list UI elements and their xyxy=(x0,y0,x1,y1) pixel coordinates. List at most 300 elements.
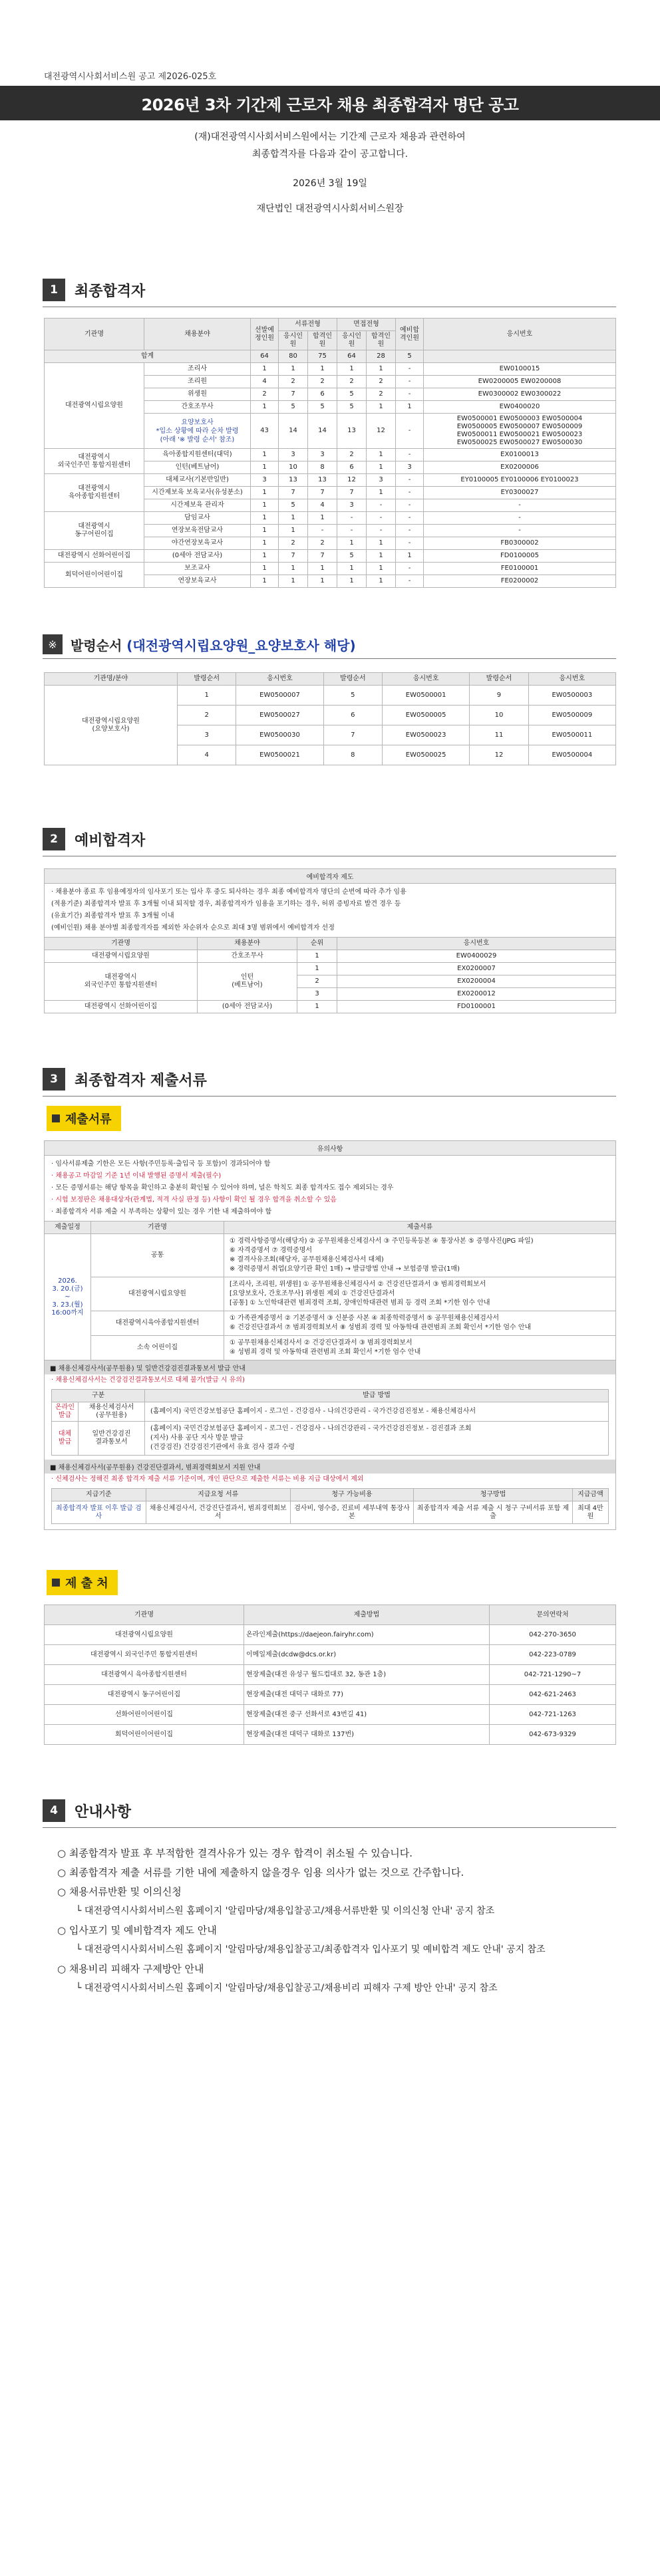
th-method: 제출방법 xyxy=(244,1605,490,1625)
order-cell: EW0500001 xyxy=(383,686,470,706)
precautions-box xyxy=(44,1140,616,1221)
org-cell: 대전광역시 육아종합지원센터 xyxy=(45,1665,244,1685)
ids-cell: - xyxy=(424,512,616,525)
type-cell: 대체 발급 xyxy=(52,1422,79,1456)
id-cell: EW0400029 xyxy=(337,950,616,963)
reserve-table xyxy=(44,937,616,1013)
count-cell: 1 xyxy=(251,363,279,376)
count-cell: 7 xyxy=(308,550,337,563)
contact-cell: 042-621-2463 xyxy=(490,1685,616,1705)
th-reserve: 예비합격인원 xyxy=(396,319,424,350)
th-org: 기관명 xyxy=(45,319,144,350)
count-cell: 1 xyxy=(367,461,396,474)
tag-label: 제출서류 xyxy=(65,1112,112,1126)
docs-cell: ① 가족관계증명서 ② 기본증명서 ③ 신분증 사본 ④ 최종학력증명서 ⑤ 공무원채용신체검사서 ⑥ 건강진단결과서 ⑦ 범죄경력회보서 ⑧ 성범죄 경력 및 아동학대 관련범죄 조회 확인서 *기한 엄수 안내 xyxy=(224,1311,616,1336)
order-cell: 4 xyxy=(178,745,236,765)
submission-docs-tag xyxy=(47,1106,121,1131)
docs-cell: ① 경력사항증명서(해당자) ② 공무원채용신체검사서 ③ 주민등록등본 ④ 통장사본 ⑤ 증명사진(JPG 파일) ⑥ 자격증명서 ⑦ 경력증명서 ※ 결격사유조회(해당자, 공무원채용신체검사서 대체) ※ 경력증명서 취업(요양기관 확인 1매) → 발급방법 안내 → 보험증명 발급(1매) xyxy=(224,1234,616,1277)
count-cell: 13 xyxy=(308,474,337,487)
th-org: 기관명 xyxy=(91,1222,224,1234)
th-period: 제출일정 xyxy=(45,1222,91,1234)
th-field: 채용분야 xyxy=(144,319,251,350)
method-cell: (홈페이지) 국민건강보험공단 홈페이지 - 로그인 - 건강검사 - 나의건강관리 - 국가건강검진정보 - 검진결과 조회 (지사) 사용 공단 지사 방문 발급 (건강검진) 건강검진기관에서 유효 검사 결과 수령 xyxy=(145,1422,609,1456)
count-cell: 1 xyxy=(367,550,396,563)
org-cell: 소속 어린이집 xyxy=(91,1336,224,1360)
guide-item: ○ 채용비리 피해자 구제방안 안내 xyxy=(57,1963,204,1975)
precaution-note: · 채용공고 마감일 기준 1년 이내 발행된 증명서 제출(필수) xyxy=(51,1172,222,1180)
guide-item: ○ 최종합격자 발표 후 부적합한 결격사유가 있는 경우 합격이 취소될 수 있습니다. xyxy=(57,1847,412,1859)
ids-cell: - xyxy=(424,499,616,512)
count-cell: 2 xyxy=(279,376,308,388)
order-header: 발령순서 xyxy=(178,673,236,686)
table-row xyxy=(45,449,616,461)
count-cell: 5 xyxy=(279,499,308,512)
subtype-cell: 채용신체검사서 (공무원용) xyxy=(79,1402,145,1422)
order-cell: 8 xyxy=(323,745,382,765)
support-cell: 최종합격자 제출 서류 제출 시 청구 구비서류 포함 제출 xyxy=(414,1501,573,1524)
health-check-title: ■ 채용신체검사서(공무원용) 및 일반건강검진결과통보서 발급 안내 xyxy=(45,1360,615,1374)
field-cell: 인턴(베트남어) xyxy=(144,461,251,474)
count-cell: 8 xyxy=(308,461,337,474)
count-cell: - xyxy=(396,449,424,461)
table-row xyxy=(45,1336,616,1360)
order-cell: 12 xyxy=(470,745,528,765)
count-cell: 3 xyxy=(367,474,396,487)
count-cell: 1 xyxy=(337,363,367,376)
total-label: 합계 xyxy=(45,350,251,363)
precaution-note: · 모든 증명서류는 해당 항목을 확인하고 충분히 확인될 수 있어야 하며, 널은 학칙도 최종 합격자도 접수 제외되는 경우 xyxy=(51,1184,394,1192)
support-cell: 최대 4만원 xyxy=(572,1501,608,1524)
th-doc-apply: 응시인원 xyxy=(279,331,308,350)
order-cell: EW0500025 xyxy=(383,745,470,765)
count-cell: 7 xyxy=(279,550,308,563)
final-passers-table xyxy=(44,318,616,588)
table-row xyxy=(45,1234,616,1277)
count-cell: 10 xyxy=(279,461,308,474)
org-cell: 대전광역시립요양원 xyxy=(45,1625,244,1645)
reserve-note: (예비인원) 채용 분야별 최종합격자를 제외한 차순위자 순으로 최대 3명 범위에서 예비합격자 선정 xyxy=(51,924,335,932)
th-iv-pass: 합격인원 xyxy=(367,331,396,350)
order-heading xyxy=(43,634,660,654)
section-1-heading xyxy=(43,277,660,303)
count-cell: 14 xyxy=(308,414,337,449)
method-cell: 현장제출(대전 중구 선화서로 43번길 41) xyxy=(244,1705,490,1725)
document-number: 대전광역시사회서비스원 공고 제2026-025호 xyxy=(44,72,217,82)
section-3-heading xyxy=(43,1067,660,1092)
guide-item: ○ 입사포기 및 예비합격자 제도 안내 xyxy=(57,1924,217,1936)
count-cell: - xyxy=(396,563,424,575)
count-cell: 1 xyxy=(367,449,396,461)
order-title xyxy=(71,635,356,654)
count-cell: - xyxy=(396,537,424,550)
th-contact: 문의연락처 xyxy=(490,1605,616,1625)
count-cell: 14 xyxy=(279,414,308,449)
org-cell: 대전광역시 동구어린이집 xyxy=(45,1685,244,1705)
order-header: 응시번호 xyxy=(528,673,615,686)
id-cell: EX0200004 xyxy=(337,975,616,988)
count-cell: 2 xyxy=(367,376,396,388)
rank-cell: 1 xyxy=(297,1001,337,1013)
count-cell: 1 xyxy=(251,525,279,537)
count-cell: 1 xyxy=(251,499,279,512)
order-cell: EW0500030 xyxy=(236,725,323,745)
section-title: 최종합격자 제출서류 xyxy=(75,1072,207,1089)
ids-cell: EW0500001 EW0500003 EW0500004 EW0500005 EW0500007 EW0500009 EW0500011 EW0500021 EW0500023 EW0500025 EW0500027 EW0500030 xyxy=(424,414,616,449)
total-plan: 64 xyxy=(251,350,279,363)
order-cell: EW0500005 xyxy=(383,706,470,725)
rank-cell: 1 xyxy=(297,963,337,975)
period-cell: 2026. 3. 20.(금) ~ 3. 23.(월) 16:00까지 xyxy=(45,1234,91,1360)
field-cell: 조리원 xyxy=(144,376,251,388)
table-row xyxy=(45,963,616,975)
th-plan: 선발예정인원 xyxy=(251,319,279,350)
rank-cell: 3 xyxy=(297,988,337,1001)
order-header: 발령순서 xyxy=(323,673,382,686)
count-cell: - xyxy=(396,363,424,376)
method-cell: (홈페이지) 국민건강보험공단 홈페이지 - 로그인 - 건강검사 - 나의건강관리 - 국가건강검진정보 - 채용신체검사서 xyxy=(145,1402,609,1422)
subtype-cell: 일반건강검진 결과통보서 xyxy=(79,1422,145,1456)
org-cell: 회덕어린이어린이집 xyxy=(45,1725,244,1745)
ids-cell: FE0100001 xyxy=(424,563,616,575)
order-header: 발령순서 xyxy=(470,673,528,686)
org-cell: 대전광역시육아종합지원센터 xyxy=(91,1311,224,1336)
health-check-table xyxy=(51,1389,609,1456)
type-cell: 온라인 발급 xyxy=(52,1402,79,1422)
table-row xyxy=(45,563,616,575)
field-cell: 담임교사 xyxy=(144,512,251,525)
order-cell: 7 xyxy=(323,725,382,745)
th-docs: 제출서류 xyxy=(224,1222,616,1234)
order-title-paren: (대전광역시립요양원_요양보호사 해당) xyxy=(126,637,356,654)
org-cell: 회덕어린이어린이집 xyxy=(45,563,144,588)
table-row xyxy=(45,1685,616,1705)
table-row xyxy=(45,1277,616,1311)
table-row xyxy=(45,1311,616,1336)
order-cell: EW0500027 xyxy=(236,706,323,725)
count-cell: 3 xyxy=(396,461,424,474)
th-doc-pass: 합격인원 xyxy=(308,331,337,350)
count-cell: 1 xyxy=(251,537,279,550)
count-cell: - xyxy=(396,388,424,401)
id-cell: FD0100001 xyxy=(337,1001,616,1013)
intro-line-2: 최종합격자를 다음과 같이 공고합니다. xyxy=(251,149,409,160)
table-row xyxy=(45,474,616,487)
order-cell: EW0500023 xyxy=(383,725,470,745)
section-number: 2 xyxy=(43,828,65,850)
contact-cell: 042-270-3650 xyxy=(490,1625,616,1645)
table-row xyxy=(45,686,616,706)
count-cell: - xyxy=(396,499,424,512)
tag-label: 제 출 처 xyxy=(65,1577,108,1591)
field-cell: 간호조무사 xyxy=(144,401,251,414)
support-note: · 신체검사는 정해진 최종 합격자 제출 서류 기준이며, 개인 판단으로 제출한 서류는 비용 지급 대상에서 제외 xyxy=(51,1476,364,1483)
total-doc-apply: 80 xyxy=(279,350,308,363)
table-row xyxy=(45,1665,616,1685)
table-row xyxy=(45,1725,616,1745)
section-4-heading xyxy=(43,1798,660,1823)
guide-list xyxy=(57,1844,660,1998)
org-cell: 대전광역시 외국인주민 통합지원센터 xyxy=(45,1645,244,1665)
section-number: 1 xyxy=(43,279,65,301)
th-type: 구분 xyxy=(52,1390,145,1402)
count-cell: - xyxy=(337,525,367,537)
count-cell: - xyxy=(337,512,367,525)
precautions-title: 유의사항 xyxy=(45,1141,615,1156)
count-cell: 2 xyxy=(337,376,367,388)
contact-cell: 042-721-1290~7 xyxy=(490,1665,616,1685)
rank-cell: 1 xyxy=(297,950,337,963)
intro-line-1: (재)대전광역시사회서비스원에서는 기간제 근로자 채용과 관련하여 xyxy=(194,132,466,142)
field-cell: 간호조무사 xyxy=(198,950,297,963)
method-cell: 온라인제출(https://daejeon.fairyhr.com) xyxy=(244,1625,490,1645)
count-cell: 1 xyxy=(367,575,396,588)
count-cell: 1 xyxy=(251,563,279,575)
total-ids xyxy=(424,350,616,363)
field-cell: 위생원 xyxy=(144,388,251,401)
guide-sub-item: └ 대전광역시사회서비스원 홈페이지 '알림마당/채용입찰공고/채용서류반환 및 이의신청 안내' 공지 참조 xyxy=(76,1906,495,1916)
support-table xyxy=(51,1488,609,1524)
reserve-system-title: 예비합격자 제도 xyxy=(45,869,615,884)
count-cell: 3 xyxy=(279,449,308,461)
order-cell: 2 xyxy=(178,706,236,725)
ids-cell: FD0100005 xyxy=(424,550,616,563)
org-cell: 대전광역시립요양원 (요양보호사) xyxy=(45,686,178,765)
field-cell: 시간제보육 보육교사(유성분소) xyxy=(144,487,251,499)
precaution-note: · 임사서류제출 기한은 모든 사항(주민등록·출입국 등 포함)이 경과되어야 함 xyxy=(51,1160,271,1168)
count-cell: 4 xyxy=(308,499,337,512)
table-row xyxy=(45,950,616,963)
reserve-note: · 채용분야 종료 후 임용예정자의 임사포기 또는 입사 후 중도 퇴사하는 경우 최종 예비합격자 명단의 순번에 따라 추가 임용 xyxy=(51,888,407,896)
submission-place-tag xyxy=(47,1570,118,1595)
total-iv-apply: 64 xyxy=(337,350,367,363)
order-cell: EW0500007 xyxy=(236,686,323,706)
field-cell: 연장보육전담교사 xyxy=(144,525,251,537)
th-doc: 서류전형 xyxy=(279,319,337,331)
org-cell: 대전광역시립요양원 xyxy=(91,1277,224,1311)
ids-cell: EW0300002 EW0300022 xyxy=(424,388,616,401)
count-cell: - xyxy=(396,376,424,388)
field-cell: (0세아 전담교사) xyxy=(198,1001,297,1013)
th-method: 발급 방법 xyxy=(145,1390,609,1402)
order-cell: 9 xyxy=(470,686,528,706)
field-cell: 조리사 xyxy=(144,363,251,376)
id-cell: EX0200007 xyxy=(337,963,616,975)
order-cell: 3 xyxy=(178,725,236,745)
support-header: 지급금액 xyxy=(572,1489,608,1501)
contact-cell: 042-673-9329 xyxy=(490,1725,616,1745)
square-icon xyxy=(52,1114,60,1122)
support-cell: 최종합격자 발표 이후 발급 검사 xyxy=(52,1501,146,1524)
health-check-box xyxy=(44,1360,616,1530)
ids-cell: - xyxy=(424,525,616,537)
org-cell: 대전광역시립요양원 xyxy=(45,363,144,449)
support-title: ■ 채용신체검사서(공무원용) 건강진단결과서, 범죄경력회보서 지원 안내 xyxy=(45,1460,615,1474)
support-cell: 채용신체검사서, 건강진단결과서, 범죄경력회보서 xyxy=(146,1501,290,1524)
count-cell: 1 xyxy=(396,550,424,563)
method-cell: 현장제출(대전 유성구 월드컵대로 32, 동관 1층) xyxy=(244,1665,490,1685)
count-cell: - xyxy=(367,525,396,537)
org-cell: 대전광역시 외국인주민 통합지원센터 xyxy=(45,449,144,474)
rank-cell: 2 xyxy=(297,975,337,988)
org-cell: 대전광역시 동구어린이집 xyxy=(45,512,144,550)
org-cell: 대전광역시 선화어린이집 xyxy=(45,1001,198,1013)
table-row xyxy=(45,1001,616,1013)
assignment-order-table xyxy=(44,672,616,765)
count-cell: 1 xyxy=(251,512,279,525)
field-cell: 시간제보육 관리자 xyxy=(144,499,251,512)
section-number: 4 xyxy=(43,1799,65,1822)
count-cell: 3 xyxy=(337,499,367,512)
contact-cell: 042-223-0789 xyxy=(490,1645,616,1665)
reserve-header: 순위 xyxy=(297,938,337,950)
count-cell: 1 xyxy=(367,401,396,414)
org-cell: 대전광역시립요양원 xyxy=(45,950,198,963)
count-cell: 6 xyxy=(337,461,367,474)
reserve-note: (적용기준) 최종합격자 발표 후 3개월 이내 퇴직할 경우, 최종합격자가 임용을 포기하는 경우, 허위 증빙자료 발견 경우 등 xyxy=(51,900,401,908)
count-cell: 1 xyxy=(396,401,424,414)
th-org: 기관명 xyxy=(45,1605,244,1625)
count-cell: - xyxy=(396,575,424,588)
count-cell: 3 xyxy=(251,474,279,487)
count-cell: - xyxy=(396,487,424,499)
section-title: 최종합격자 xyxy=(75,283,146,300)
docs-cell: [조리사, 조리원, 위생원] ① 공무원채용신체검사서 ② 건강진단결과서 ③ 범죄경력회보서 [요양보호사, 간호조무사] 위생원 제외 ① 건강진단결과서 [공통] ① 노인학대관련 범죄경력 조회, 장애인학대관련 범죄 등 경력 조회 *기한 엄수 안내 xyxy=(224,1277,616,1311)
count-cell: 1 xyxy=(251,401,279,414)
count-cell: 1 xyxy=(337,563,367,575)
guide-item: ○ 채용서류반환 및 이의신청 xyxy=(57,1886,182,1898)
reserve-header: 응시번호 xyxy=(337,938,616,950)
table-row xyxy=(45,512,616,525)
count-cell: 6 xyxy=(308,388,337,401)
count-cell: 5 xyxy=(337,550,367,563)
section-number: 3 xyxy=(43,1068,65,1091)
th-iv-apply: 응시인원 xyxy=(337,331,367,350)
guide-item: ○ 최종합격자 제출 서류를 기한 내에 제출하지 않을경우 임용 의사가 없는 것으로 간주합니다. xyxy=(57,1867,464,1878)
order-cell: 6 xyxy=(323,706,382,725)
order-cell: EW0500011 xyxy=(528,725,615,745)
count-cell: 5 xyxy=(337,401,367,414)
count-cell: 1 xyxy=(279,363,308,376)
docs-cell: ① 공무원채용신체검사서 ② 건강진단결과서 ③ 범죄경력회보서 ④ 성범죄 경력 및 아동학대 관련범죄 조회 확인서 *기한 엄수 안내 xyxy=(224,1336,616,1360)
order-cell: 10 xyxy=(470,706,528,725)
reserve-note: (유효기간) 최종합격자 발표 후 3개월 이내 xyxy=(51,912,174,920)
count-cell: 1 xyxy=(279,512,308,525)
field-cell: 요양보호사 *입소 상황에 따라 순차 발령 (아래 '※ 발령 순서' 참조) xyxy=(144,414,251,449)
section-title: 예비합격자 xyxy=(75,832,146,849)
count-cell: 5 xyxy=(308,401,337,414)
method-cell: 현장제출(대전 대덕구 대화로 77) xyxy=(244,1685,490,1705)
ids-cell: EW0200005 EW0200008 xyxy=(424,376,616,388)
count-cell: 3 xyxy=(308,449,337,461)
intro-text xyxy=(0,128,660,163)
count-cell: 1 xyxy=(251,575,279,588)
issuer: 재단법인 대전광역시사회서비스원장 xyxy=(256,203,404,214)
count-cell: 5 xyxy=(279,401,308,414)
section-2-heading xyxy=(43,827,660,852)
count-cell: 1 xyxy=(308,575,337,588)
field-cell: 대체교사(기본반일반) xyxy=(144,474,251,487)
order-header: 기관명/분야 xyxy=(45,673,178,686)
count-cell: - xyxy=(396,414,424,449)
count-cell: - xyxy=(367,512,396,525)
count-cell: 1 xyxy=(251,449,279,461)
count-cell: - xyxy=(396,512,424,525)
count-cell: 13 xyxy=(337,414,367,449)
count-cell: 2 xyxy=(251,388,279,401)
count-cell: 1 xyxy=(308,512,337,525)
table-row xyxy=(45,1645,616,1665)
field-cell: 야간연장보육교사 xyxy=(144,537,251,550)
total-reserve: 5 xyxy=(396,350,424,363)
th-ids: 응시번호 xyxy=(424,319,616,350)
order-title-text: 발령순서 xyxy=(71,637,122,654)
count-cell: 12 xyxy=(367,414,396,449)
order-cell: 11 xyxy=(470,725,528,745)
section-title: 안내사항 xyxy=(75,1803,132,1821)
count-cell: 1 xyxy=(251,487,279,499)
reference-mark-icon: ※ xyxy=(43,634,63,654)
count-cell: 1 xyxy=(367,563,396,575)
org-cell: 공통 xyxy=(91,1234,224,1277)
order-cell: EW0500004 xyxy=(528,745,615,765)
support-header: 청구 가능비용 xyxy=(290,1489,414,1501)
ids-cell: EW0100015 xyxy=(424,363,616,376)
count-cell: - xyxy=(367,499,396,512)
count-cell: 7 xyxy=(279,388,308,401)
count-cell: 1 xyxy=(367,537,396,550)
order-cell: EW0500009 xyxy=(528,706,615,725)
support-header: 지급기준 xyxy=(52,1489,146,1501)
count-cell: 5 xyxy=(337,388,367,401)
count-cell: 4 xyxy=(251,376,279,388)
health-check-note: · 채용신체검사서는 건강검진결과통보서로 대체 불가(발급 시 유의) xyxy=(51,1376,245,1384)
count-cell: - xyxy=(396,525,424,537)
notice-date: 2026년 3월 19일 xyxy=(293,178,367,189)
count-cell: 1 xyxy=(308,563,337,575)
ids-cell: EW0400020 xyxy=(424,401,616,414)
field-cell: 연장보육교사 xyxy=(144,575,251,588)
count-cell: 2 xyxy=(337,449,367,461)
field-cell: 육아종합지원센터(대덕) xyxy=(144,449,251,461)
divider xyxy=(43,1827,616,1828)
table-row xyxy=(52,1422,609,1456)
support-cell: 검사비, 영수증, 진료비 세부내역 통장사본 xyxy=(290,1501,414,1524)
reserve-system-box xyxy=(44,868,616,937)
order-cell: 1 xyxy=(178,686,236,706)
ids-cell: EY0100005 EY0100006 EY0100023 xyxy=(424,474,616,487)
count-cell: 2 xyxy=(367,388,396,401)
table-row xyxy=(45,1705,616,1725)
contact-cell: 042-721-1263 xyxy=(490,1705,616,1725)
guide-sub-item: └ 대전광역시사회서비스원 홈페이지 '알림마당/채용입찰공고/최종합격자 입사포기 및 예비합격 제도 안내' 공지 참조 xyxy=(76,1944,546,1955)
table-row xyxy=(45,1625,616,1645)
table-row xyxy=(52,1402,609,1422)
count-cell: 7 xyxy=(337,487,367,499)
table-row xyxy=(45,363,616,376)
count-cell: - xyxy=(396,474,424,487)
count-cell: - xyxy=(308,525,337,537)
count-cell: 1 xyxy=(279,575,308,588)
field-cell: 인턴 (베트남어) xyxy=(198,963,297,1001)
precaution-note: · 최종합격자 서류 제출 시 부족하는 상황이 있는 경우 기한 내 제출하여야 함 xyxy=(51,1208,272,1216)
count-cell: 1 xyxy=(337,575,367,588)
count-cell: 1 xyxy=(251,550,279,563)
precaution-note: · 시험 보정판은 채용대상자(관계법, 적격 사실 판정 등) 사항이 확인 될 경우 합격을 취소할 수 있음 xyxy=(51,1196,337,1204)
order-cell: 5 xyxy=(323,686,382,706)
field-cell: 보조교사 xyxy=(144,563,251,575)
count-cell: 1 xyxy=(279,563,308,575)
ids-cell: FE0200002 xyxy=(424,575,616,588)
